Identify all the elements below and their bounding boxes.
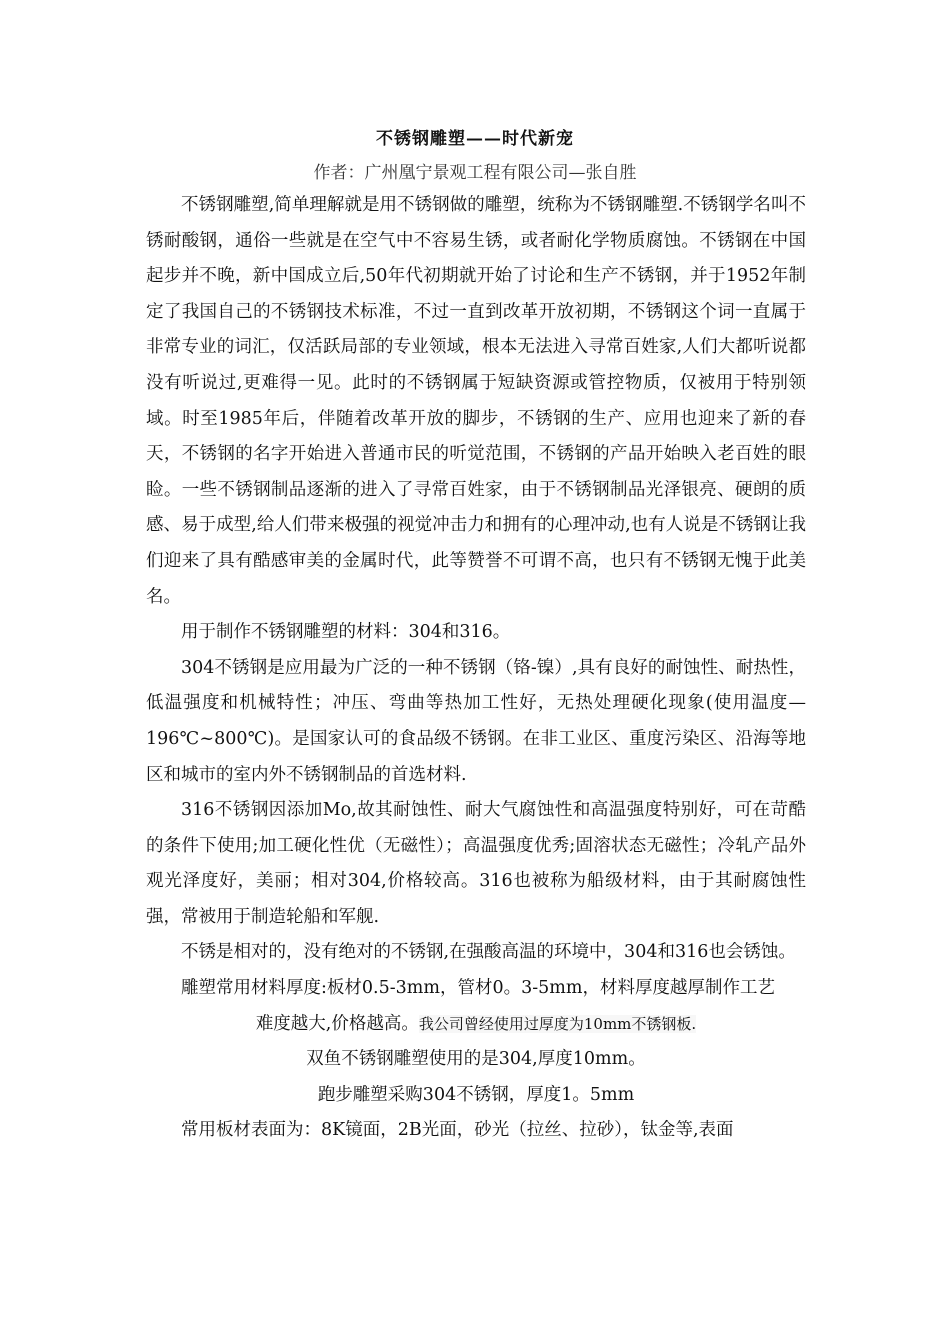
- paragraph-intro: 不锈钢雕塑,简单理解就是用不锈钢做的雕塑，统称为不锈钢雕塑.不锈钢学名叫不锈耐酸钢，通俗一些就是在空气中不容易生锈，或者耐化学物质腐蚀。不锈钢在中国起步并不晚，新中国成立后,50年代初期就开始了讨论和生产不锈钢，并于1952年制定了我国自己的不锈钢技术标准，不过一直到改革开放初期，不锈钢这个词一直属于非常专业的词汇，仅活跃局部的专业领域，根本无法进入寻常百姓家,人们大都听说都没有听说过,更难得一见。此时的不锈钢属于短缺资源或管控物质，仅被用于特别领域。时至1985年后，伴随着改革开放的脚步，不锈钢的生产、应用也迎来了新的春天，不锈钢的名字开始进入普通市民的听觉范围，不锈钢的产品开始映入老百姓的眼睑。一些不锈钢制品逐渐的进入了寻常百姓家，由于不锈钢制品光泽银亮、硬朗的质感、易于成型,给人们带来极强的视觉冲击力和拥有的心理冲动,也有人说是不锈钢让我们迎来了具有酷感审美的金属时代，此等赞誉不可谓不高，也只有不锈钢无愧于此美名。: [146, 195, 806, 607]
- paragraph-fish: 双鱼不锈钢雕塑使用的是304,厚度10mm。: [306, 1049, 646, 1070]
- document-title: 不锈钢雕塑——时代新宠: [376, 129, 574, 149]
- thickness-note: 我公司曾经使用过厚度为10mm不锈钢板.: [418, 1014, 697, 1033]
- paragraph-thickness: [146, 971, 806, 1007]
- paragraph-corrosion: 不锈是相对的，没有绝对的不锈钢,在强酸高温的环境中，304和316也会锈蚀。: [181, 942, 796, 963]
- paragraph-surface: 常用板材表面为：8K镜面，2B光面，砂光（拉丝、拉砂），钛金等,表面: [181, 1120, 734, 1141]
- paragraph-materials: 用于制作不锈钢雕塑的材料：304和316。: [181, 622, 511, 643]
- paragraph-316: 316不锈钢因添加Mo,故其耐蚀性、耐大气腐蚀性和高温强度特别好，可在苛酷的条件下使用;加工硬化性优（无磁性）；高温强度优秀;固溶状态无磁性；冷轧产品外观光泽度好，美丽；相对304,价格较高。316也被称为船级材料，由于其耐腐蚀性强，常被用于制造轮船和军舰.: [146, 800, 806, 927]
- paragraph-thickness-cont: [146, 1007, 806, 1043]
- paragraph-running: 跑步雕塑采购304不锈钢，厚度1。5mm: [317, 1084, 635, 1105]
- paragraph-304: 304不锈钢是应用最为广泛的一种不锈钢（铬-镍）,具有良好的耐蚀性、耐热性，低温强度和机械特性；冲压、弯曲等热加工性好，无热处理硬化现象(使用温度—196℃~800℃)。是国家认可的食品级不锈钢。在非工业区、重度污染区、沿海等地区和城市的室内外不锈钢制品的首选材料.: [146, 657, 806, 785]
- document-author: 作者：广州凰宁景观工程有限公司—张自胜: [313, 163, 637, 183]
- document-body: [146, 188, 806, 1149]
- thickness-line-2: 难度越大,价格越高。: [255, 1013, 419, 1034]
- thickness-line-1: 雕塑常用材料厚度:板材0.5-3mm，管材0。3-5mm，材料厚度越厚制作工艺: [181, 978, 775, 999]
